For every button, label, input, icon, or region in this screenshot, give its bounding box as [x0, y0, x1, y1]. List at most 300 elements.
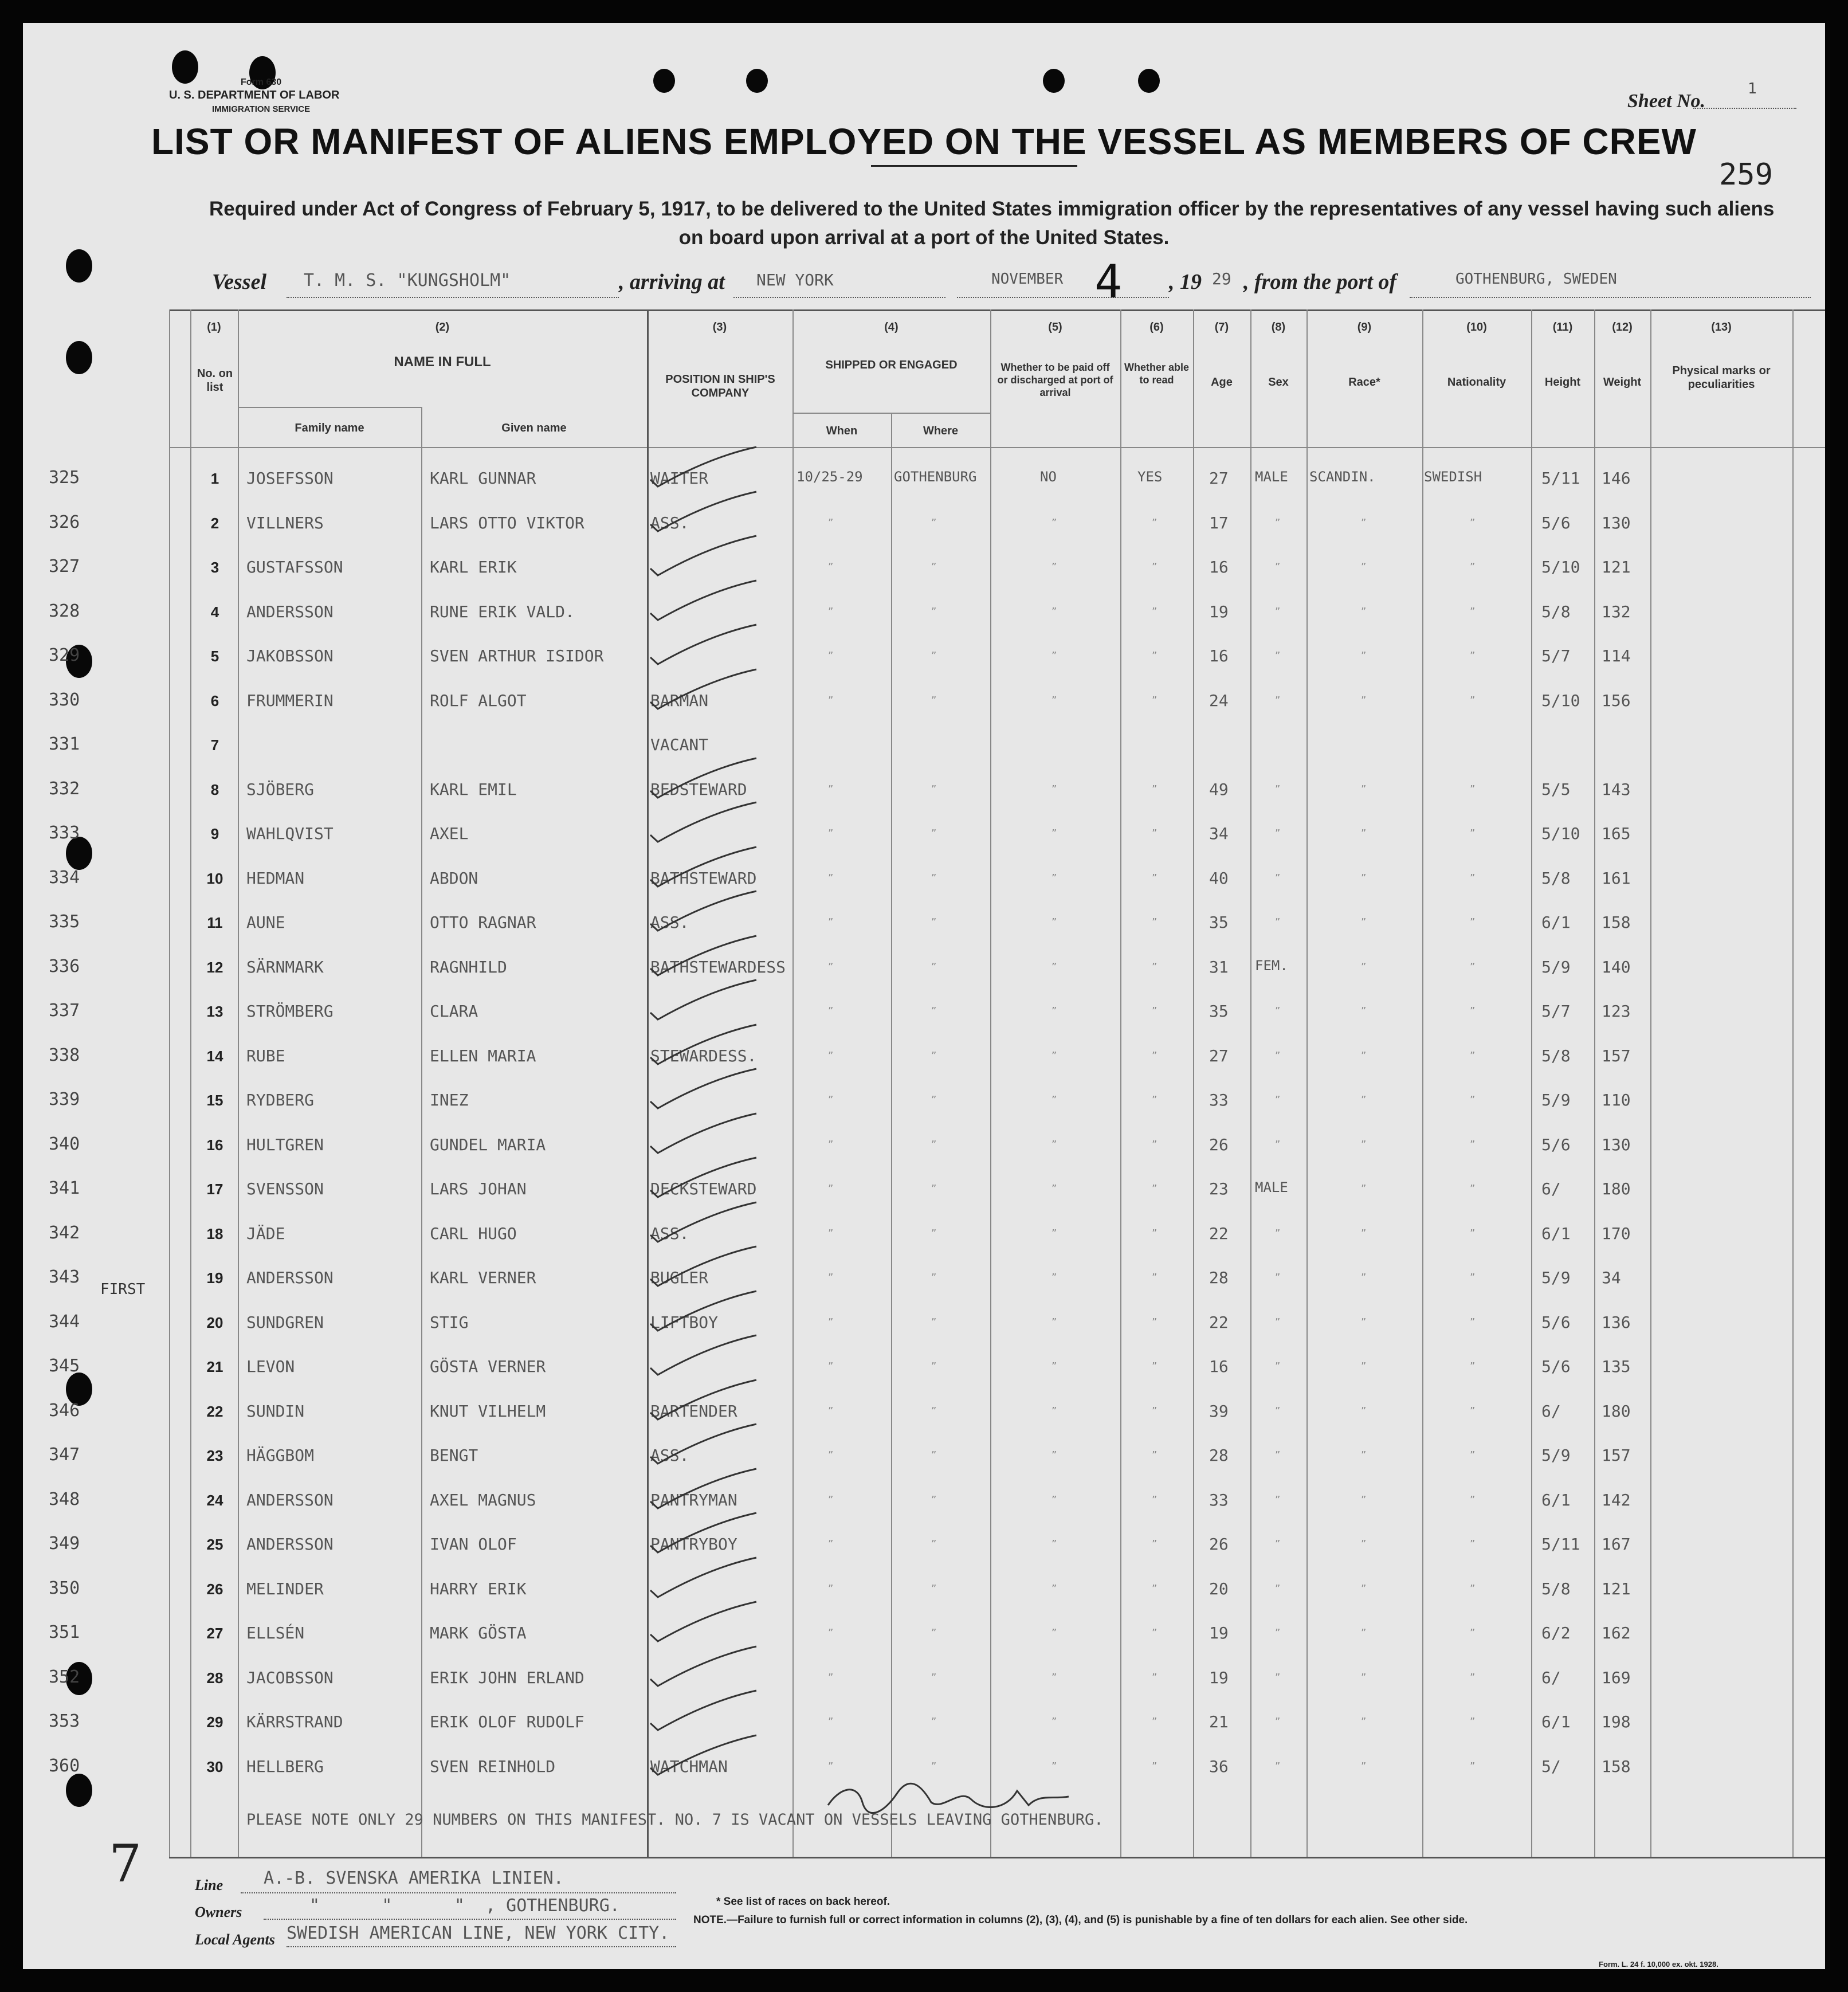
height-cell: 6/1: [1541, 913, 1571, 932]
from-port: GOTHENBURG, SWEDEN: [1455, 270, 1617, 288]
date-underline: [957, 297, 1169, 298]
department-label: U. S. DEPARTMENT OF LABOR: [169, 89, 340, 101]
family-name-cell: MELINDER: [246, 1579, 324, 1598]
ditto-mark: ”: [828, 1272, 834, 1284]
given-name-cell: CLARA: [430, 1002, 478, 1021]
height-cell: 6/2: [1541, 1624, 1571, 1642]
tick-mark: [648, 1022, 762, 1068]
service-label: IMMIGRATION SERVICE: [212, 104, 311, 114]
ditto-mark: ”: [1470, 1493, 1476, 1506]
age-cell: 28: [1209, 1446, 1229, 1465]
ditto-mark: ”: [1361, 1360, 1367, 1373]
ditto-mark: ”: [1051, 1005, 1057, 1017]
ditto-mark: ”: [1470, 1138, 1476, 1151]
margin-list-number: 331: [49, 734, 80, 754]
punch-hole: [653, 69, 675, 93]
row-number: 28: [206, 1669, 223, 1687]
age-cell: 26: [1209, 1135, 1229, 1154]
age-cell: 33: [1209, 1490, 1229, 1509]
ditto-mark: ”: [931, 1760, 937, 1773]
margin-list-number: 343: [49, 1267, 80, 1287]
manifest-sheet: [23, 23, 1825, 1969]
col-num-4: (4): [884, 321, 899, 334]
margin-list-number: 346: [49, 1400, 80, 1421]
col-label-paid: Whether to be paid off or discharged at port of arrival: [997, 362, 1113, 398]
col-label-family: Family name: [295, 422, 364, 434]
ditto-mark: ”: [1051, 1627, 1057, 1639]
tick-mark: [648, 1688, 762, 1734]
margin-list-number: 332: [49, 778, 80, 799]
height-cell: 5/6: [1541, 1357, 1571, 1376]
form-code-top: Form 630: [241, 77, 282, 87]
col-rule: [1792, 309, 1794, 1857]
family-name-cell: VILLNERS: [246, 513, 324, 532]
col-label-name: NAME IN FULL: [394, 354, 491, 370]
signature-scribble: [822, 1777, 1074, 1817]
page-number: 259: [1719, 158, 1773, 192]
margin-list-number: 338: [49, 1045, 80, 1065]
table-header-rule: [169, 447, 1825, 448]
position-cell: ASS.: [650, 1446, 689, 1465]
ditto-mark: ”: [1470, 561, 1476, 573]
ditto-mark: ”: [931, 916, 937, 928]
ditto-mark: ”: [1361, 1493, 1367, 1506]
agents-underline: [287, 1946, 676, 1947]
tick-mark: [648, 1244, 762, 1289]
height-cell: 5/11: [1541, 469, 1580, 488]
arriving-underline: [733, 297, 945, 298]
col-rule: [1250, 309, 1251, 1857]
family-name-cell: SUNDGREN: [246, 1312, 324, 1332]
ditto-mark: ”: [931, 1183, 937, 1195]
col-label-marks: Physical marks or peculiarities: [1672, 364, 1771, 391]
margin-list-number: 360: [49, 1755, 80, 1776]
row-number: 1: [210, 470, 219, 487]
ditto-mark: ”: [1152, 1671, 1158, 1684]
height-cell: 5/9: [1541, 1091, 1571, 1109]
ditto-mark: ”: [1361, 1316, 1367, 1328]
ditto-mark: ”: [1051, 1405, 1057, 1417]
shipped-where-cell: GOTHENBURG: [894, 469, 977, 485]
ditto-mark: ”: [1152, 1094, 1158, 1106]
given-name-cell: ERIK JOHN ERLAND: [430, 1668, 584, 1687]
row-number: 20: [206, 1313, 223, 1331]
ditto-mark: ”: [1470, 916, 1476, 928]
given-name-cell: LARS OTTO VIKTOR: [430, 513, 584, 532]
shipped-when-cell: 10/25-29: [797, 469, 863, 485]
height-cell: 5/7: [1541, 1002, 1571, 1021]
family-name-cell: HEDMAN: [246, 868, 305, 888]
weight-cell: 180: [1602, 1401, 1631, 1421]
ditto-mark: ”: [1275, 828, 1281, 840]
col-label-position: POSITION IN SHIP'S COMPANY: [665, 373, 775, 399]
agents-value: SWEDISH AMERICAN LINE, NEW YORK CITY.: [287, 1923, 670, 1943]
ditto-mark: ”: [1152, 605, 1158, 618]
ditto-mark: ”: [828, 916, 834, 928]
given-name-cell: KARL VERNER: [430, 1268, 536, 1287]
margin-list-number: 345: [49, 1356, 80, 1376]
height-cell: 5/6: [1541, 1135, 1571, 1154]
height-cell: 6/: [1541, 1668, 1561, 1687]
col-rule: [792, 309, 794, 1857]
ditto-mark: ”: [931, 1582, 937, 1595]
family-name-cell: KÄRRSTRAND: [246, 1712, 343, 1731]
age-cell: 17: [1209, 513, 1229, 532]
ditto-mark: ”: [1275, 1138, 1281, 1151]
ditto-mark: ”: [1361, 1627, 1367, 1639]
height-cell: 5/10: [1541, 824, 1580, 843]
col-num-9: (9): [1357, 321, 1372, 334]
tick-mark: [648, 977, 762, 1023]
ditto-mark: ”: [828, 1449, 834, 1461]
ditto-mark: ”: [1470, 1316, 1476, 1328]
weight-cell: 156: [1602, 691, 1631, 710]
position-cell: STEWARDESS.: [650, 1046, 757, 1065]
row-number: 6: [210, 692, 219, 709]
margin-list-number: 330: [49, 689, 80, 710]
row-number: 30: [206, 1758, 223, 1775]
sex-cell: MALE: [1255, 469, 1288, 485]
family-name-cell: ANDERSSON: [246, 602, 333, 621]
ditto-mark: ”: [828, 1582, 834, 1595]
ditto-mark: ”: [1051, 1671, 1057, 1684]
ditto-mark: ”: [931, 783, 937, 795]
ditto-mark: ”: [1051, 1538, 1057, 1550]
tick-mark: [648, 1111, 762, 1156]
ditto-mark: ”: [828, 1671, 834, 1684]
ditto-mark: ”: [1470, 1183, 1476, 1195]
nationality-cell: SWEDISH: [1424, 469, 1482, 485]
ditto-mark: ”: [1470, 1671, 1476, 1684]
col-rule: [238, 309, 239, 1857]
weight-cell: 140: [1602, 957, 1631, 977]
given-name-cell: KNUT VILHELM: [430, 1401, 546, 1421]
ditto-mark: ”: [1275, 1360, 1281, 1373]
family-name-cell: WAHLQVIST: [246, 824, 333, 843]
ditto-mark: ”: [931, 1449, 937, 1461]
age-cell: 34: [1209, 824, 1229, 843]
ditto-mark: ”: [1152, 694, 1158, 707]
table-top-rule: [169, 309, 1825, 311]
ditto-mark: ”: [1152, 1360, 1158, 1373]
tick-mark: [648, 666, 762, 712]
ditto-mark: ”: [1275, 1316, 1281, 1328]
family-name-cell: SJÖBERG: [246, 779, 315, 799]
margin-list-number: 337: [49, 1001, 80, 1021]
ditto-mark: ”: [1361, 1405, 1367, 1417]
height-cell: 6/: [1541, 1401, 1561, 1421]
ditto-mark: ”: [1470, 516, 1476, 529]
margin-list-number: 348: [49, 1489, 80, 1509]
vessel-underline: [287, 297, 619, 298]
given-name-cell: IVAN OLOF: [430, 1535, 517, 1554]
age-cell: 21: [1209, 1712, 1229, 1731]
given-name-cell: BENGT: [430, 1446, 478, 1465]
age-cell: 16: [1209, 558, 1229, 577]
family-name-cell: JÄDE: [246, 1224, 285, 1243]
tick-mark: [648, 1199, 762, 1245]
family-name-cell: ELLSÉN: [246, 1624, 305, 1642]
weight-cell: 158: [1602, 1756, 1631, 1776]
margin-list-number: 329: [49, 645, 80, 665]
position-cell: WATCHMAN: [650, 1756, 728, 1776]
weight-cell: 161: [1602, 868, 1631, 888]
col-rule: [1193, 309, 1194, 1857]
ditto-mark: ”: [931, 1627, 937, 1639]
margin-list-number: 326: [49, 512, 80, 532]
tick-mark: [648, 1555, 762, 1601]
ditto-mark: ”: [1361, 1183, 1367, 1195]
ditto-mark: ”: [1051, 1094, 1057, 1106]
ditto-mark: ”: [1051, 872, 1057, 884]
ditto-mark: ”: [1275, 1760, 1281, 1773]
height-cell: 6/1: [1541, 1490, 1571, 1509]
footer-note-label: NOTE.: [693, 1914, 727, 1926]
ditto-mark: ”: [828, 561, 834, 573]
tick-mark: [648, 1066, 762, 1112]
height-cell: 5/5: [1541, 779, 1571, 799]
col-label-no: No. on list: [197, 367, 233, 394]
ditto-mark: ”: [1470, 872, 1476, 884]
ditto-mark: ”: [931, 1716, 937, 1728]
ditto-mark: ”: [1152, 1716, 1158, 1728]
line-underline: [241, 1892, 676, 1893]
margin-list-number: 351: [49, 1622, 80, 1642]
ditto-mark: ”: [1152, 1405, 1158, 1417]
ditto-mark: ”: [1051, 1272, 1057, 1284]
able-to-read-cell: YES: [1137, 469, 1163, 485]
sex-cell: FEM.: [1255, 957, 1288, 974]
ditto-mark: ”: [1470, 1760, 1476, 1773]
owners-underline: [264, 1919, 676, 1920]
given-name-cell: STIG: [430, 1312, 469, 1332]
margin-list-number: 341: [49, 1178, 80, 1198]
age-cell: 23: [1209, 1179, 1229, 1198]
line-value: A.-B. SVENSKA AMERIKA LINIEN.: [264, 1868, 564, 1888]
row-number: 2: [210, 514, 219, 532]
row-number: 24: [206, 1491, 223, 1509]
margin-first-note: FIRST: [100, 1281, 146, 1298]
height-cell: 5/9: [1541, 1268, 1571, 1287]
ditto-mark: ”: [1051, 694, 1057, 707]
ditto-mark: ”: [1275, 1627, 1281, 1639]
height-cell: 6/1: [1541, 1224, 1571, 1243]
tick-mark: [648, 1377, 762, 1423]
name-sub-rule: [238, 407, 421, 408]
ditto-mark: ”: [1361, 916, 1367, 928]
tick-mark: [648, 1599, 762, 1645]
weight-cell: 110: [1602, 1091, 1631, 1109]
family-name-cell: RUBE: [246, 1046, 285, 1065]
ditto-mark: ”: [1275, 561, 1281, 573]
ditto-mark: ”: [1275, 1449, 1281, 1461]
ditto-mark: ”: [1051, 1049, 1057, 1062]
ditto-mark: ”: [1470, 1005, 1476, 1017]
height-cell: 5/7: [1541, 646, 1571, 665]
sheet-no-line: [1693, 108, 1796, 109]
margin-list-number: 344: [49, 1311, 80, 1332]
height-cell: 5/8: [1541, 1579, 1571, 1598]
arrival-day: 4: [1094, 255, 1123, 308]
tick-mark: [648, 844, 762, 890]
col-label-sex: Sex: [1268, 376, 1289, 389]
age-cell: 19: [1209, 602, 1229, 621]
ditto-mark: ”: [1152, 783, 1158, 795]
col-num-2: (2): [435, 321, 450, 334]
ditto-mark: ”: [1361, 783, 1367, 795]
ditto-mark: ”: [931, 1005, 937, 1017]
arrival-year: 29: [1212, 269, 1231, 288]
punch-hole: [1138, 69, 1160, 93]
col-rule: [1650, 309, 1651, 1857]
given-name-cell: AXEL: [430, 824, 469, 843]
ditto-mark: ”: [828, 1716, 834, 1728]
ditto-mark: ”: [1152, 1760, 1158, 1773]
weight-cell: 136: [1602, 1312, 1631, 1332]
ditto-mark: ”: [1152, 828, 1158, 840]
position-cell: ASS.: [650, 913, 689, 932]
ditto-mark: ”: [1275, 1005, 1281, 1017]
ditto-mark: ”: [1152, 1449, 1158, 1461]
age-cell: 36: [1209, 1756, 1229, 1776]
owners-value: " " " , GOTHENBURG.: [309, 1896, 620, 1916]
ditto-mark: ”: [1361, 650, 1367, 662]
col-rule: [1422, 309, 1423, 1857]
family-name-cell: JAKOBSSON: [246, 646, 333, 665]
given-name-cell: ABDON: [430, 868, 478, 888]
height-cell: 6/1: [1541, 1712, 1571, 1731]
family-name-cell: ANDERSSON: [246, 1535, 333, 1554]
col-label-nationality: Nationality: [1447, 376, 1506, 389]
subtitle-line-2: on board upon arrival at a port of the United States.: [678, 226, 1170, 249]
row-number: 12: [206, 958, 223, 976]
weight-cell: 114: [1602, 646, 1631, 665]
family-name-cell: HULTGREN: [246, 1135, 324, 1154]
ditto-mark: ”: [828, 960, 834, 973]
footer-note: [693, 1914, 1468, 1927]
weight-cell: 162: [1602, 1624, 1631, 1642]
ditto-mark: ”: [1152, 1183, 1158, 1195]
ditto-mark: ”: [1361, 1716, 1367, 1728]
row-number: 29: [206, 1713, 223, 1731]
tick-mark: [648, 444, 762, 490]
ditto-mark: ”: [1152, 1227, 1158, 1240]
ditto-mark: ”: [828, 1360, 834, 1373]
signature: [822, 1777, 1074, 1817]
col-num-6: (6): [1149, 321, 1164, 334]
weight-cell: 157: [1602, 1446, 1631, 1465]
ditto-mark: ”: [1361, 1138, 1367, 1151]
col-label-when: When: [826, 425, 858, 437]
ditto-mark: ”: [828, 1094, 834, 1106]
ditto-mark: ”: [1470, 960, 1476, 973]
margin-list-number: 328: [49, 601, 80, 621]
col-rule: [990, 309, 991, 1857]
row-number: 8: [210, 781, 219, 798]
arriving-label: , arriving at: [619, 270, 725, 294]
ditto-mark: ”: [931, 1272, 937, 1284]
punch-hole: [66, 1774, 92, 1807]
margin-bottom-mark: 7: [109, 1834, 142, 1894]
ditto-mark: ”: [1361, 1005, 1367, 1017]
ditto-mark: ”: [1275, 872, 1281, 884]
row-number: 13: [206, 1003, 223, 1020]
height-cell: 5/10: [1541, 558, 1580, 577]
vessel-label: Vessel: [212, 270, 266, 294]
ditto-mark: ”: [1275, 1094, 1281, 1106]
margin-list-number: 327: [49, 556, 80, 577]
row-number: 22: [206, 1402, 223, 1420]
margin-list-number: 340: [49, 1134, 80, 1154]
age-cell: 24: [1209, 691, 1229, 710]
ditto-mark: ”: [1275, 1671, 1281, 1684]
height-cell: 5/8: [1541, 868, 1571, 888]
ditto-mark: ”: [931, 694, 937, 707]
tick-mark: [648, 933, 762, 979]
col-num-5: (5): [1048, 321, 1062, 334]
vessel-name: T. M. S. "KUNGSHOLM": [304, 270, 511, 291]
col-num-11: (11): [1552, 321, 1573, 334]
ditto-mark: ”: [931, 1138, 937, 1151]
ditto-mark: ”: [828, 872, 834, 884]
ditto-mark: ”: [1152, 1316, 1158, 1328]
family-name-cell: HELLBERG: [246, 1756, 324, 1776]
age-cell: 35: [1209, 1002, 1229, 1021]
col-rule: [1531, 309, 1532, 1857]
agents-label: Local Agents: [195, 1931, 275, 1948]
ditto-mark: ”: [1361, 1671, 1367, 1684]
ditto-mark: ”: [1470, 828, 1476, 840]
age-cell: 27: [1209, 1046, 1229, 1065]
tick-mark: [648, 1644, 762, 1689]
age-cell: 20: [1209, 1579, 1229, 1598]
age-cell: 33: [1209, 1091, 1229, 1109]
family-name-cell: FRUMMERIN: [246, 691, 333, 710]
given-name-cell: KARL GUNNAR: [430, 469, 536, 488]
ditto-mark: ”: [1361, 1272, 1367, 1284]
ditto-mark: ”: [1275, 1538, 1281, 1550]
given-name-cell: OTTO RAGNAR: [430, 913, 536, 932]
ditto-mark: ”: [1470, 1538, 1476, 1550]
ditto-mark: ”: [1470, 694, 1476, 707]
given-name-cell: RUNE ERIK VALD.: [430, 602, 575, 621]
ditto-mark: ”: [1275, 650, 1281, 662]
punch-hole: [172, 50, 198, 84]
margin-list-number: 333: [49, 823, 80, 843]
ditto-mark: ”: [1152, 1005, 1158, 1017]
ditto-mark: ”: [1470, 1627, 1476, 1639]
sex-cell: MALE: [1255, 1179, 1288, 1195]
ditto-mark: ”: [1470, 1360, 1476, 1373]
ditto-mark: ”: [1470, 783, 1476, 795]
col-num-12: (12): [1612, 321, 1633, 334]
position-cell: PANTRYMAN: [650, 1490, 737, 1509]
ditto-mark: ”: [828, 1627, 834, 1639]
margin-list-number: 334: [49, 867, 80, 888]
year-label: , 19: [1169, 270, 1202, 294]
ditto-mark: ”: [931, 1227, 937, 1240]
arrival-month: NOVEMBER: [991, 270, 1064, 288]
margin-list-number: 349: [49, 1534, 80, 1554]
ditto-mark: ”: [1275, 916, 1281, 928]
ditto-mark: ”: [1275, 1049, 1281, 1062]
ditto-mark: ”: [1051, 1183, 1057, 1195]
ditto-mark: ”: [828, 1227, 834, 1240]
tick-mark: [648, 1732, 762, 1778]
height-cell: 5/6: [1541, 1312, 1571, 1332]
ditto-mark: ”: [828, 1538, 834, 1550]
ditto-mark: ”: [1361, 960, 1367, 973]
